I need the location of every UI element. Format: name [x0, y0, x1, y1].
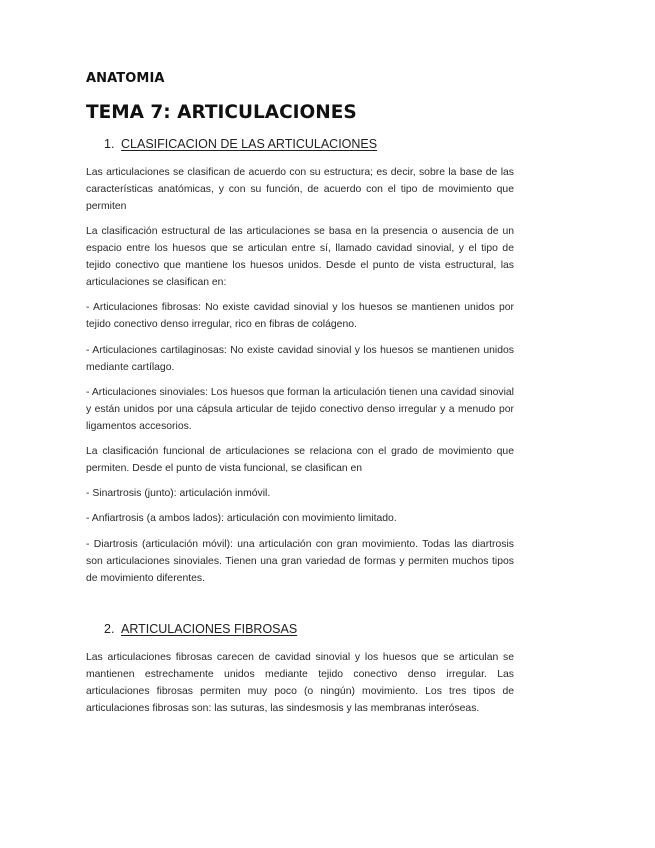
section-1-heading-text: CLASIFICACION DE LAS ARTICULACIONES — [121, 137, 378, 151]
paragraph-structural-classification: La clasificación estructural de las articulaciones se basa en la presencia o ausencia de un espacio entre los huesos que se articulan entre sí, llamado cavidad sinovial, y el tipo de tejido conectivo que mantiene los huesos unidos. Desde el punto de vista estructural, las articulaciones se clasifican en: — [86, 226, 514, 288]
list-item-sinartrosis: - Sinartrosis (junto): articulación inmóvil. — [86, 488, 271, 499]
section-1-number: 1. — [104, 137, 115, 151]
section-2-heading-text: ARTICULACIONES FIBROSAS — [121, 622, 298, 636]
paragraph-fibrosas: Las articulaciones fibrosas carecen de cavidad sinovial y los huesos que se articulan se mantienen estrechamente unidos mediante tejido conectivo denso irregular. Las articulaciones fibrosas permiten muy poco (o ningún) movimiento. Los tres tipos de articulaciones fibrosas son: las suturas, las sindesmosis y las membranas interóseas. — [86, 652, 514, 714]
page-title: TEMA 7: ARTICULACIONES — [86, 102, 357, 123]
section-1-heading — [104, 137, 377, 151]
section-2-heading — [104, 622, 297, 636]
list-item-anfiartrosis: - Anfiartrosis (a ambos lados): articulación con movimiento limitado. — [86, 513, 397, 524]
subject-label: ANATOMIA — [86, 71, 165, 86]
paragraph-intro: Las articulaciones se clasifican de acuerdo con su estructura; es decir, sobre la base de las características anatómicas, y con su función, de acuerdo con el tipo de movimiento que permiten — [86, 167, 514, 212]
list-item-diartrosis: - Diartrosis (articulación móvil): una articulación con gran movimiento. Todas las diartrosis son articulaciones sinoviales. Tienen una gran variedad de formas y permiten muchos tipos de movimiento diferentes. — [86, 539, 514, 584]
paragraph-functional-classification: La clasificación funcional de articulaciones se relaciona con el grado de movimiento que permiten. Desde el punto de vista funcional, se clasifican en — [86, 446, 514, 474]
list-item-sinoviales: - Articulaciones sinoviales: Los huesos que forman la articulación tienen una cavidad sinovial y están unidos por una cápsula articular de tejido conectivo denso irregular y a menudo por ligamentos accesorios. — [86, 387, 514, 432]
list-item-cartilaginosas: - Articulaciones cartilaginosas: No existe cavidad sinovial y los huesos se mantienen unidos mediante cartílago. — [86, 345, 514, 373]
list-item-fibrosas: - Articulaciones fibrosas: No existe cavidad sinovial y los huesos se mantienen unidos por tejido conectivo denso irregular, rico en fibras de colágeno. — [86, 302, 514, 330]
section-2-number: 2. — [104, 622, 115, 636]
